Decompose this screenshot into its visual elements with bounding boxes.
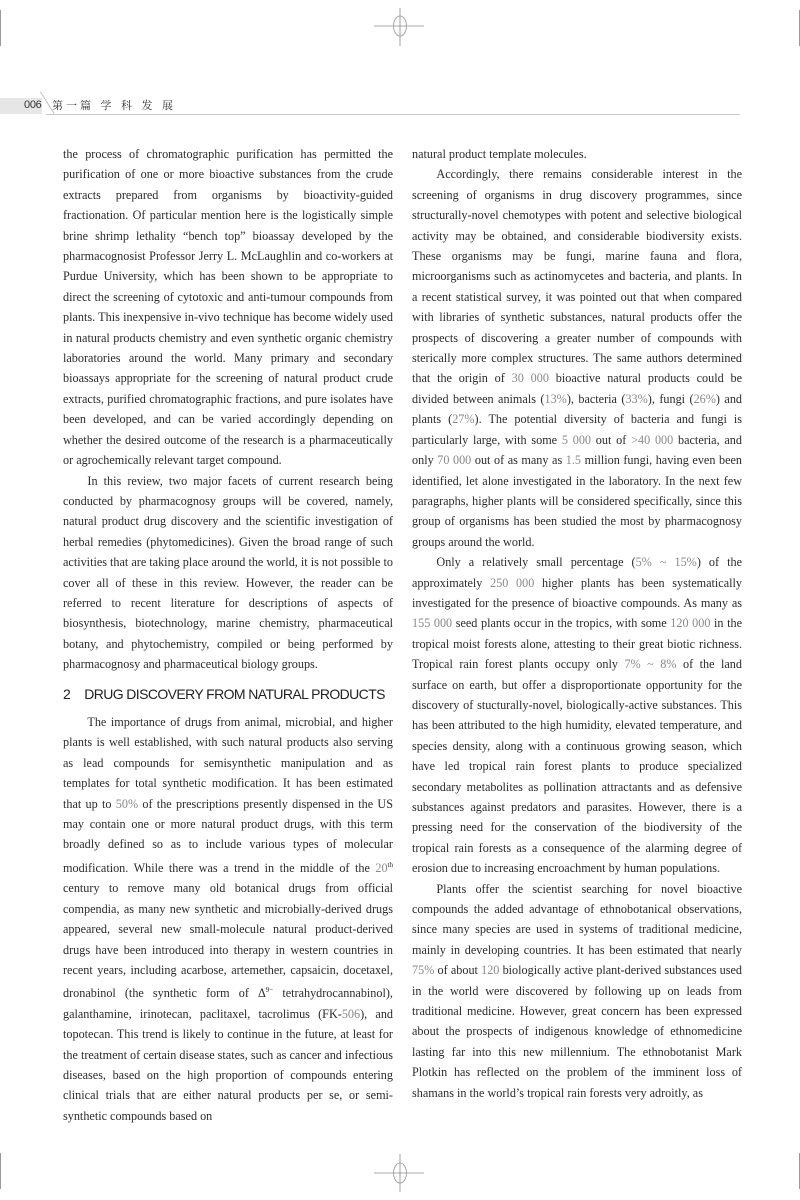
section-title: DRUG DISCOVERY FROM NATURAL PRODUCTS: [84, 685, 385, 702]
text-run: ) of the approximately: [412, 555, 742, 590]
text-run: ), bacteria (: [566, 391, 626, 406]
text-run: bioactive natural products could be divided between animals (: [412, 371, 743, 406]
paragraph: the process of chromatographic purification has permitted the purification of one or more bioactive substances from the crude extracts prepared from organisms by bioactivity-guided fractionation. Of particular mention here is the logistically simple brine shrimp lethality “bench top” bioassay developed by the pharmacognosist Professor Jerry L. McLaughlin and co-workers at Purdue University, which has been shown to be appropriate to direct the screening of cytotoxic and anti-tumour compounds from plants. This inexpensive in-vivo technique has become widely used in natural products chemistry and even synthetic organic chemistry laboratories around the world. Many primary and secondary bioassays appropriate for the screening of natural product crude extracts, purified chromatographic fractions, and pure isolates have been developed, and can be varied accordingly depending on whether the desired outcome of the research is a pharmaceutically or agrochemically relevant target compound.: [63, 147, 393, 468]
text-run: ), fungi (: [647, 391, 694, 406]
number: 20: [375, 860, 388, 875]
number: 5 000: [561, 432, 592, 447]
number: 1.5: [565, 453, 582, 468]
section-heading: [63, 684, 393, 704]
text-run: of about: [434, 963, 482, 978]
section-number: 2: [63, 685, 71, 702]
text-run: The importance of drugs from animal, microbial, and higher plants is well established, with such natural products also serving as lead compounds for semisynthetic manipulation and as templates for total synthetic modification. It has been estimated that up to: [63, 714, 393, 811]
text-run: Only a relatively small percentage (: [436, 555, 636, 570]
text-run: century to remove many old botanical drugs from official compendia, as many new synthetic and microbially-derived drugs appeared, several new small-molecule natural product-derived drugs have been introduced into therapy in western countries in recent years, including acarbose, artemether, capsaicin, docetaxel, dronabinol (the synthetic form of Δ: [63, 881, 393, 1001]
crop-mark-bottom-left: [0, 1153, 1, 1189]
text-run: bacteria, and only: [412, 432, 742, 468]
number: 50%: [115, 796, 139, 811]
number: 7% ~ 8%: [624, 657, 677, 672]
part-title: 第一篇 学 科 发 展: [52, 99, 176, 112]
text-run: higher plants has been systematically investigated for the presence of bioactive compounds. As many as: [412, 575, 742, 610]
header-rule: [46, 114, 740, 115]
text-run: of the prescriptions presently dispensed in the US may contain one or more natural product drugs, with this term broadly defined so as to include various types of molecular modification. While there was a trend in the middle of the: [63, 796, 393, 875]
registration-mark-icon: [374, 1154, 426, 1194]
text-run: out of: [591, 432, 632, 447]
paragraph: [412, 164, 742, 552]
text-run: of the land surface on earth, but offer a disproportionate opportunity for the discovery of stucturally-novel, biologically-active substances. This has been attributed to the high humidity, elevated temperature, and species density, along with a continuous growing season, which have led tropical rain forest plants to produce specialized secondary metabolites as pollination attractants and as defensive substances against predators and parasites. However, there is a pressing need for the conservation of the biodiversity of the tropical rain forests as a consequence of the alarming degree of erosion due to increasing encroachment by human populations.: [412, 657, 742, 876]
left-column: [63, 144, 393, 1126]
number: 250 000: [490, 575, 535, 590]
number: 120: [481, 963, 500, 978]
text-run: in the tropical moist forests alone, attesting to their great biotic richness. Tropical rain forest plants occupy only: [412, 616, 743, 672]
right-column: [412, 144, 742, 1103]
text-run: out of as many as: [471, 453, 566, 468]
text-run: Accordingly, there remains considerable interest in the screening of organisms in drug discovery programmes, since structurally-novel chemotypes with potent and selective biological activity may be obtained, and considerable biodiversity exists. These organisms may be fungi, marine fauna and flora, microorganisms such as actinomycetes and bacteria, and plants. In a recent statistical survey, it was pointed out that when compared with libraries of synthetic substances, natural products offer the prospects of discovering a greater number of compounds with sterically more complex structures. The same authors determined that the origin of: [412, 167, 742, 386]
text-run: tetrahydrocannabinol), galanthamine, irinotecan, paclitaxel, tacrolimus (FK-: [63, 986, 393, 1021]
text-run: Plants offer the scientist searching for novel bioactive compounds the added advantage of ethnobotanical observations, since many species are used in systems of traditional medicine, mainly in developing countries. It has been estimated that nearly: [412, 881, 742, 957]
page-number: 006: [24, 99, 42, 111]
number: >40 000: [631, 432, 674, 447]
number: 70 000: [437, 453, 472, 468]
superscript: th: [387, 860, 393, 869]
crop-mark-top-left: [0, 10, 1, 46]
paragraph: [412, 879, 742, 1103]
number: 506: [341, 1006, 361, 1021]
paragraph: natural product template molecules.: [412, 147, 587, 161]
text-run: ). The potential diversity of bacteria and fungi is particularly large, with some: [412, 412, 743, 447]
text-run: biologically active plant-derived substances used in the world were discovered by following up on leads from traditional medicine. However, great concern has been expressed about the prospects of indigenous knowledge of ethnomedicine lasting far into this new millennium. The ethnobotanist Mark Plotkin has reflected on the problem of the imminent loss of shamans in the world’s tropical rain forests very adroitly, as: [412, 963, 743, 1100]
paragraph: In this review, two major facets of current research being conducted by pharmacognosy groups will be covered, namely, natural product drug discovery and the scientific investigation of herbal remedies (phytomedicines). Given the broad range of such activities that are taking place around the world, it is not possible to cover all of these in this review. However, the reader can be referred to recent literature for descriptions of aspects of biosynthesis, biotechnology, marine chemistry, pharmaceutical botany, and phytochemistry, compiled or being performed by pharmacognosy and pharmaceutical biology groups.: [63, 473, 393, 672]
number: 33%: [625, 391, 648, 406]
number: 26%: [693, 391, 716, 406]
running-head: [0, 96, 740, 116]
number: 120 000: [670, 616, 711, 631]
text-run: seed plants occur in the tropics, with some: [452, 616, 671, 631]
registration-mark-icon: [374, 8, 426, 48]
text-run: ) and plants (: [412, 391, 743, 427]
paragraph: [412, 552, 742, 879]
text-run: million fungi, having even been identified, let alone investigated in the laboratory. In the next few paragraphs, higher plants will be considered specifically, since this group of organisms has been studied the most by pharmacognosy groups around the world.: [412, 453, 743, 549]
text-run: ), and topotecan. This trend is likely to continue in the future, at least for the treatment of certain disease states, such as cancer and infectious diseases, based on the high proportion of compounds entering clinical trials that are either natural products per se, or semi-synthetic compounds based on: [63, 1006, 394, 1123]
number: 27%: [452, 412, 475, 427]
number: 13%: [544, 391, 567, 406]
number: 75%: [412, 963, 435, 978]
number: 30 000: [511, 371, 549, 386]
number: 5% ~ 15%: [635, 555, 697, 570]
superscript: 9−: [265, 986, 274, 995]
paragraph: [63, 712, 393, 1126]
number: 155 000: [412, 616, 453, 631]
